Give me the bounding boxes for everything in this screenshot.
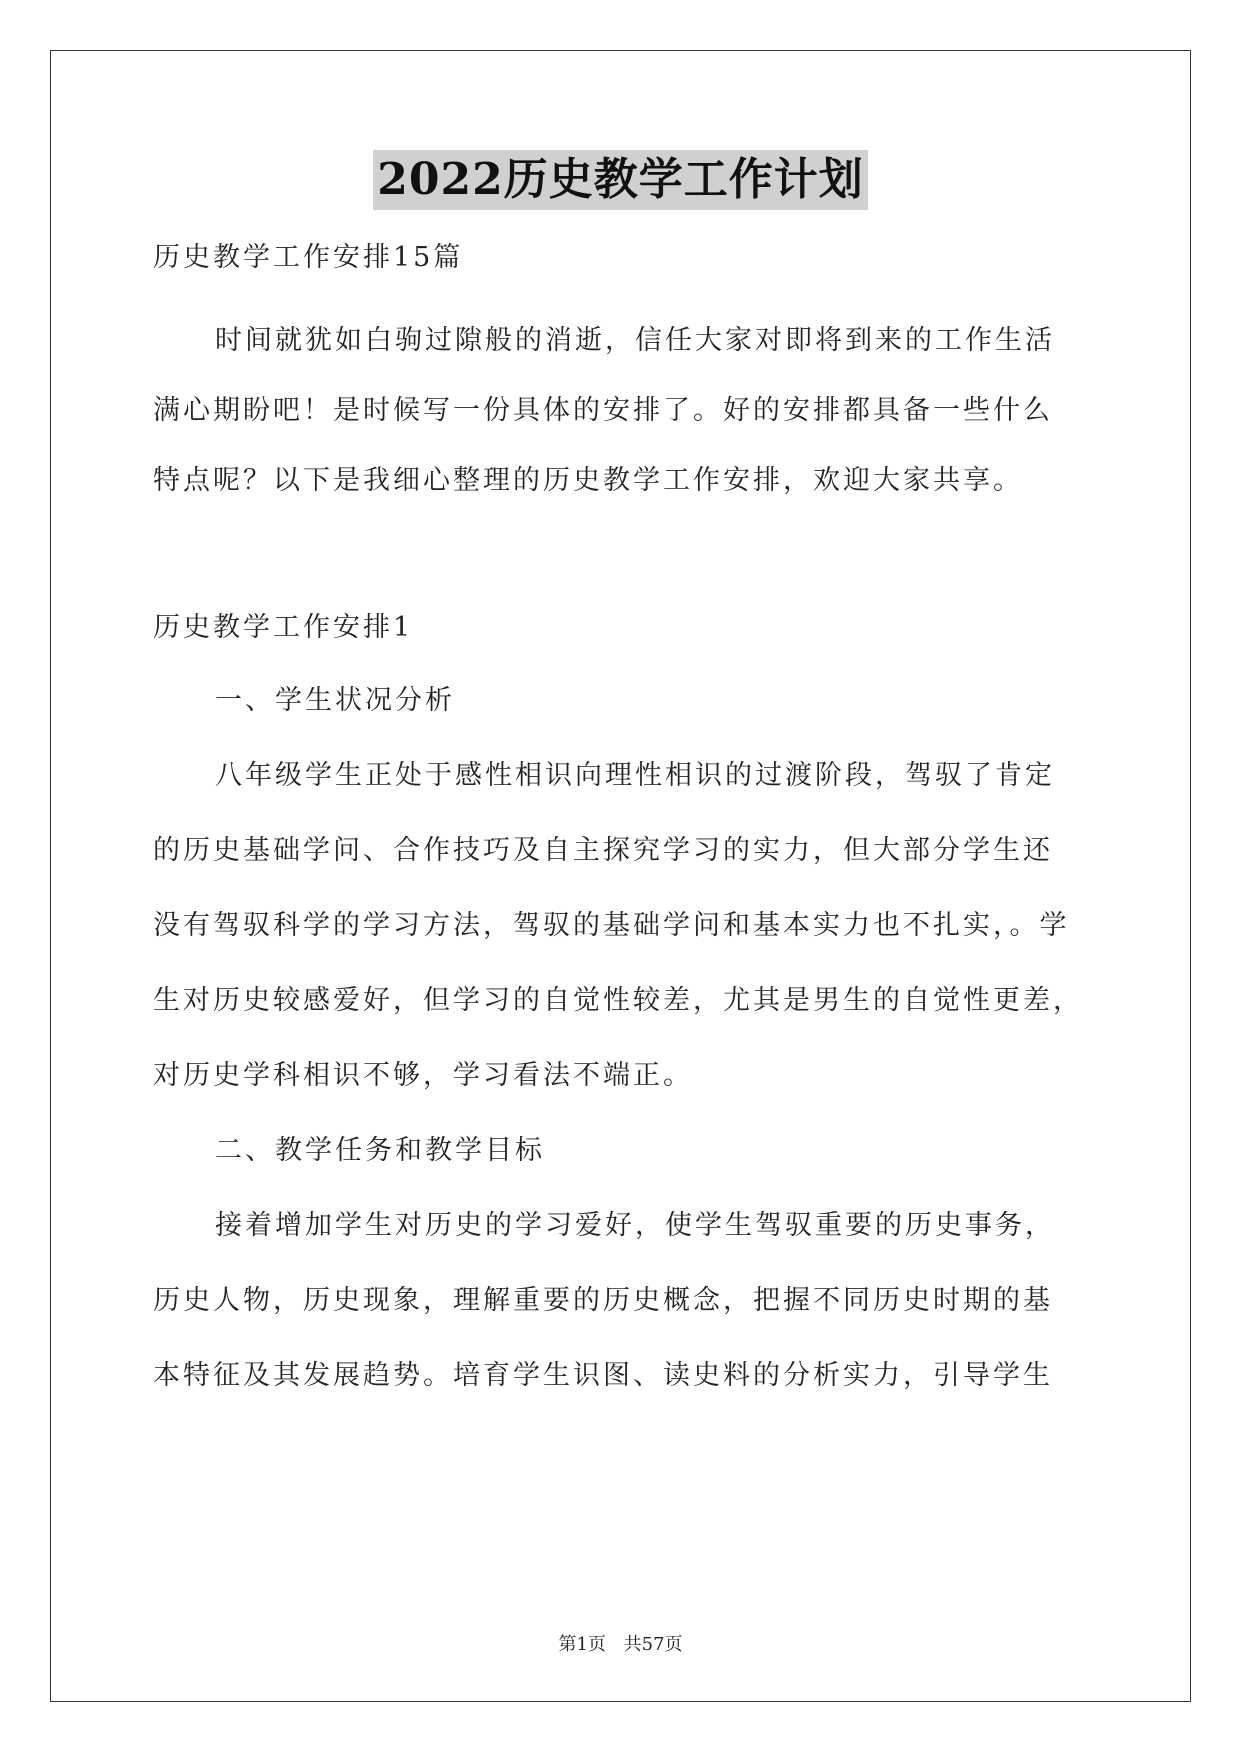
page-border (50, 50, 1191, 1702)
part1-line-2: 的历史基础学问、合作技巧及自主探究学习的实力，但大部分学生还 (153, 835, 1053, 866)
title-container (0, 150, 1241, 210)
intro-line-3: 特点呢？以下是我细心整理的历史教学工作安排，欢迎大家共享。 (153, 465, 1023, 496)
part1-line-5: 对历史学科相识不够，学习看法不端正。 (153, 1060, 693, 1091)
part2-line-2: 历史人物，历史现象，理解重要的历史概念，把握不同历史时期的基 (153, 1285, 1053, 1316)
intro-line-2: 满心期盼吧！是时候写一份具体的安排了。好的安排都具备一些什么 (153, 395, 1053, 426)
part1-line-1: 八年级学生正处于感性相识向理性相识的过渡阶段，驾驭了肯定 (215, 760, 1055, 791)
subtitle: 历史教学工作安排15篇 (153, 242, 464, 273)
part1-heading: 一、学生状况分析 (215, 685, 455, 716)
part2-line-1: 接着增加学生对历史的学习爱好，使学生驾驭重要的历史事务， (215, 1210, 1055, 1241)
section-heading: 历史教学工作安排1 (153, 612, 414, 643)
page-number: 第1页 (558, 1634, 606, 1655)
page-total: 共57页 (623, 1634, 683, 1655)
document-title: 2022历史教学工作计划 (373, 150, 867, 210)
part2-line-3: 本特征及其发展趋势。培育学生识图、读史料的分析实力，引导学生 (153, 1360, 1053, 1391)
part1-line-3: 没有驾驭科学的学习方法，驾驭的基础学问和基本实力也不扎实，。学 (153, 910, 1070, 941)
page-footer (0, 1630, 1241, 1656)
part1-line-4: 生对历史较感爱好，但学习的自觉性较差，尤其是男生的自觉性更差， (153, 985, 1083, 1016)
part2-heading: 二、教学任务和教学目标 (215, 1135, 545, 1166)
intro-line-1: 时间就犹如白驹过隙般的消逝，信任大家对即将到来的工作生活 (215, 325, 1055, 356)
